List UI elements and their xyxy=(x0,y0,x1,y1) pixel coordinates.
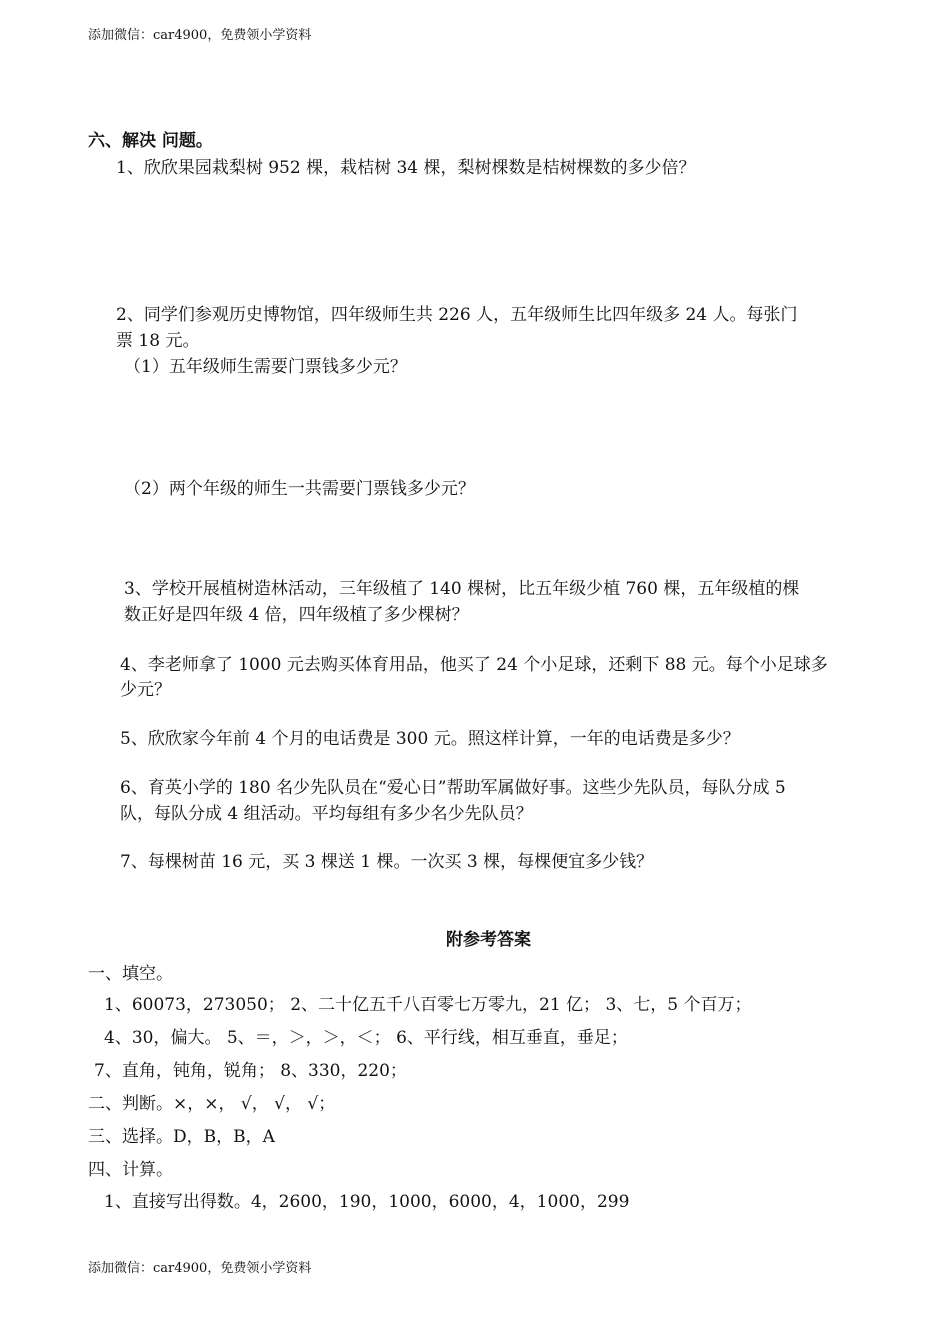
question-5: 5、欣欣家今年前 4 个月的电话费是 300 元。照这样计算，一年的电话费是多少？ xyxy=(120,729,740,749)
question-2-line-2: 票 18 元。 xyxy=(116,331,200,351)
answers-section-2: 二、判断。×，×， √， √， √； xyxy=(88,1094,336,1114)
answers-section-4-line-1: 1、直接写出得数。4，2600，190，1000，6000，4，1000，299 xyxy=(104,1192,630,1212)
answers-section-1-line-2: 4、30，偏大。 5、＝，＞，＞，＜； 6、平行线，相互垂直，垂足； xyxy=(104,1028,628,1048)
question-3-line-2: 数正好是四年级 4 倍，四年级植了多少棵树？ xyxy=(124,605,469,625)
answers-section-3: 三、选择。D，B，B，A xyxy=(88,1127,275,1147)
question-3-line-1: 3、学校开展植树造林活动，三年级植了 140 棵树，比五年级少植 760 棵，五年级植的棵 xyxy=(124,579,800,599)
footer-note: 添加微信：car4900，免费领小学资料 xyxy=(88,1261,312,1276)
question-4-line-1: 4、李老师拿了 1000 元去购买体育用品，他买了 24 个小足球，还剩下 88 元。每个小足球多 xyxy=(120,655,828,675)
header-note: 添加微信：car4900，免费领小学资料 xyxy=(88,28,312,43)
answers-title: 附参考答案 xyxy=(446,930,531,950)
section-title: 六、解决 问题。 xyxy=(88,131,213,151)
question-6-line-1: 6、育英小学的 180 名少先队员在“爱心日”帮助军属做好事。这些少先队员，每队分成 5 xyxy=(120,778,786,798)
question-4-line-2: 少元？ xyxy=(120,680,171,700)
question-6-line-2: 队，每队分成 4 组活动。平均每组有多少名少先队员？ xyxy=(120,804,533,824)
question-2-sub-2: （2）两个年级的师生一共需要门票钱多少元？ xyxy=(124,479,475,499)
question-2-line-1: 2、同学们参观历史博物馆，四年级师生共 226 人，五年级师生比四年级多 24 人。每张门 xyxy=(116,305,798,325)
question-1: 1、欣欣果园栽梨树 952 棵，栽桔树 34 棵，梨树棵数是桔树棵数的多少倍？ xyxy=(116,158,696,178)
answers-section-1-line-3: 7、直角，钝角，锐角； 8、330，220； xyxy=(94,1061,407,1081)
question-2-sub-1: （1）五年级师生需要门票钱多少元？ xyxy=(124,357,407,377)
answers-section-1-title: 一、填空。 xyxy=(88,964,173,984)
question-7: 7、每棵树苗 16 元，买 3 棵送 1 棵。一次买 3 棵，每棵便宜多少钱？ xyxy=(120,852,654,872)
answers-section-1-line-1: 1、60073，273050； 2、二十亿五千八百零七万零九，21 亿； 3、七，5 个百万； xyxy=(104,995,752,1015)
answers-section-4-title: 四、计算。 xyxy=(88,1160,173,1180)
